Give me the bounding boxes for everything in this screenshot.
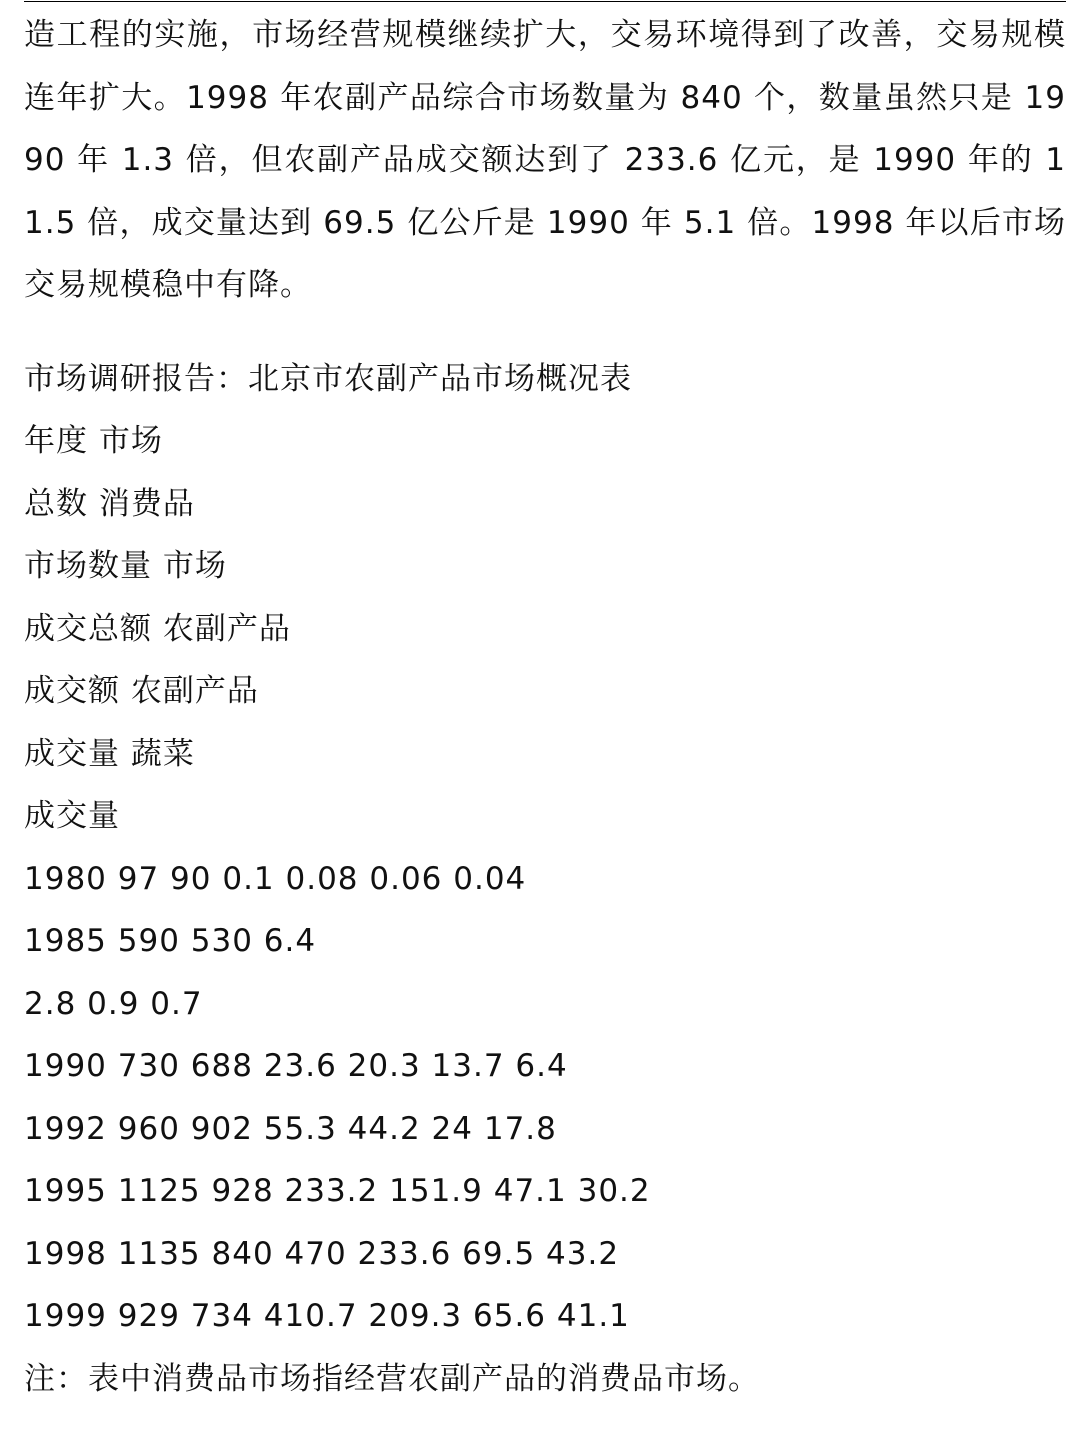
data-line: 1980 97 90 0.1 0.08 0.06 0.04 bbox=[24, 860, 527, 897]
data-line: 2.8 0.9 0.7 bbox=[24, 985, 203, 1022]
data-line: 1990 730 688 23.6 20.3 13.7 6.4 bbox=[24, 1048, 568, 1084]
header-line: 总数 消费品 bbox=[24, 485, 195, 522]
data-line: 1995 1125 928 233.2 151.9 47.1 30.2 bbox=[24, 1173, 651, 1209]
document-body bbox=[24, 4, 1066, 1410]
table-note: 注：表中消费品市场指经营农副产品的消费品市场。 bbox=[24, 1360, 760, 1397]
header-line: 市场数量 市场 bbox=[24, 548, 227, 584]
body-paragraph: 造工程的实施，市场经营规模继续扩大，交易环境得到了改善，交易规模连年扩大。1998 年农副产品综合市场数量为 840 个，数量虽然只是 1990 年 1.3 倍，但农副产品成交额达到了 233.6 亿元，是 1990 年的 11.5 倍，成交量达到 69.5 亿公斤是 1990 年 5.1 倍。1998 年以后市场交易规模稳中有降。 bbox=[24, 17, 1066, 303]
table-data-lines bbox=[24, 848, 1066, 1348]
data-line: 1992 960 902 55.3 44.2 24 17.8 bbox=[24, 1110, 557, 1147]
header-line: 成交量 蔬菜 bbox=[24, 735, 195, 772]
data-line: 1999 929 734 410.7 209.3 65.6 41.1 bbox=[24, 1298, 630, 1334]
top-rule bbox=[24, 1, 1066, 2]
header-line: 成交额 农副产品 bbox=[24, 673, 259, 709]
report-title: 市场调研报告：北京市农副产品市场概况表 bbox=[24, 360, 632, 397]
data-line: 1998 1135 840 470 233.6 69.5 43.2 bbox=[24, 1235, 620, 1272]
data-line: 1985 590 530 6.4 bbox=[24, 923, 317, 959]
header-line: 成交总额 农副产品 bbox=[24, 610, 291, 647]
header-line: 成交量 bbox=[24, 798, 120, 834]
table-header-lines bbox=[24, 410, 1066, 848]
header-line: 年度 市场 bbox=[24, 423, 163, 459]
